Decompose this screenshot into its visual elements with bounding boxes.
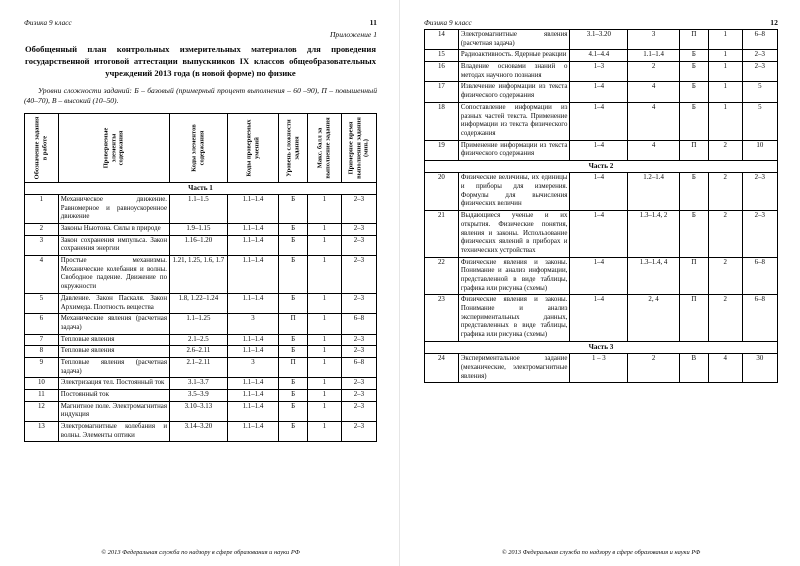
cell-time: 2–3 [341,235,376,255]
table-row [25,256,377,294]
cell-time: 6–8 [742,30,777,50]
table-row [425,102,778,140]
column-header-content-codes: Коды элементов содержания [170,113,228,182]
cell-time: 2–3 [341,390,376,402]
cell-skill-codes: 3 [628,30,680,50]
cell-content-codes: 3.1–3.7 [170,378,228,390]
cell-level: Б [279,293,308,313]
table-row [25,293,377,313]
cell-score: 2 [708,257,742,295]
cell-level: П [279,357,308,377]
cell-level: Б [279,224,308,236]
cell-skill-codes: 1.1–1.4 [227,390,278,402]
column-header-difficulty-level: Уровень сложности задания [279,113,308,182]
cell-task-number: 20 [425,173,459,211]
cell-level: Б [679,62,708,82]
cell-score: 4 [708,354,742,383]
cell-time: 2–3 [341,256,376,294]
cell-skill-codes: 1.1–1.4 [227,378,278,390]
cell-content-codes: 1–4 [570,102,628,140]
cell-time: 2–3 [742,62,777,82]
cell-content-element: Механические явления (расчетная задача) [58,314,169,334]
cell-skill-codes: 1.3–1.4, 2 [628,211,680,257]
table-body-right [425,30,778,383]
table-row [425,30,778,50]
cell-content-codes: 1–4 [570,140,628,160]
part-divider-row [425,160,778,172]
cell-time: 5 [742,82,777,102]
cell-skill-codes: 1.1–1.4 [227,401,278,421]
cell-content-element: Постоянный ток [58,390,169,402]
cell-content-element: Тепловые явления (расчетная задача) [58,357,169,377]
cell-skill-codes: 1.1–1.4 [227,194,278,223]
cell-task-number: 6 [25,314,59,334]
cell-task-number: 9 [25,357,59,377]
cell-task-number: 21 [425,211,459,257]
cell-task-number: 1 [25,194,59,223]
page-right [400,0,800,566]
copyright-footer-left: © 2013 Федеральная служба по надзору в сфере образования и науки РФ [101,549,300,556]
cell-task-number: 17 [425,82,459,102]
cell-content-element: Тепловые явления [58,334,169,346]
cell-time: 2–3 [742,173,777,211]
document-title: Обобщенный план контрольных измерительных материалов для проведения государственной итоговой аттестации выпускников IX классов общеобразовательных учреждений 2013 года (в новой форме) по физике [25,44,376,79]
cell-task-number: 16 [425,62,459,82]
running-head-right [424,18,778,27]
cell-content-element: Электромагнитные колебания и волны. Элементы оптики [58,422,169,442]
cell-skill-codes: 1.1–1.4 [227,422,278,442]
cell-level: Б [279,334,308,346]
cell-content-element: Закон сохранения импульса. Закон сохранения энергии [58,235,169,255]
cell-time: 2–3 [341,378,376,390]
cell-level: П [679,140,708,160]
column-header-time: Примерное время выполнения задания (мин.) [341,113,376,182]
table-row [425,257,778,295]
cell-content-codes: 1–3 [570,62,628,82]
cell-content-element: Магнитное поле. Электромагнитная индукция [58,401,169,421]
table-row [25,334,377,346]
cell-time: 6–8 [341,314,376,334]
cell-task-number: 8 [25,346,59,358]
cell-level: Б [279,422,308,442]
cell-score: 2 [708,173,742,211]
cell-content-element: Экспериментальное задание (механические, электромагнитные явления) [458,354,570,383]
difficulty-levels-note: Уровни сложности заданий: Б – базовый (примерный процент выполнения – 60 –90), П – повышенный (40–70), В – высокий (10–50). [24,85,377,106]
cell-score: 1 [307,194,341,223]
cell-level: Б [679,173,708,211]
cell-content-element: Физические величины, их единицы и приборы для измерения. Формулы для вычисления физических величин [458,173,570,211]
cell-time: 2–3 [742,211,777,257]
cell-content-element: Владение основами знаний о методах научного познания [458,62,570,82]
cell-task-number: 23 [425,295,459,341]
cell-score: 1 [307,235,341,255]
cell-content-element: Физические явления и законы. Понимание и анализ экспериментальных данных, представленных в виде таблицы, графика или рисунка (схемы) [458,295,570,341]
running-head-title: Физика 9 класс [424,19,472,27]
cell-content-codes: 1.1–1.5 [170,194,228,223]
table-row [25,401,377,421]
cell-level: Б [679,211,708,257]
page-number-left: 11 [369,18,377,27]
cell-content-element: Радиоактивность. Ядерные реакции [458,50,570,62]
cell-score: 2 [708,295,742,341]
cell-skill-codes: 4 [628,140,680,160]
cell-task-number: 4 [25,256,59,294]
column-header-task-number: Обозначение задания в работе [25,113,59,182]
cell-time: 6–8 [341,357,376,377]
cell-task-number: 3 [25,235,59,255]
table-row [425,173,778,211]
table-row [25,194,377,223]
cell-score: 1 [307,314,341,334]
cell-skill-codes: 1.1–1.4 [628,50,680,62]
cell-score: 1 [307,334,341,346]
cell-score: 1 [708,50,742,62]
column-header-content-elements: Проверяемые элементы содержания [58,113,169,182]
table-row [25,224,377,236]
cell-content-element: Электризация тел. Постоянный ток [58,378,169,390]
column-header-skill-codes: Коды проверяемых умений [227,113,278,182]
cell-score: 1 [307,346,341,358]
cell-content-element: Механическое движение. Равномерное и равноускоренное движение [58,194,169,223]
cell-time: 2–3 [742,50,777,62]
cell-score: 1 [307,256,341,294]
cell-time: 2–3 [341,346,376,358]
cell-content-codes: 1.1–1.25 [170,314,228,334]
cell-time: 6–8 [742,295,777,341]
cell-level: П [679,295,708,341]
cell-content-element: Законы Ньютона. Силы в природе [58,224,169,236]
table-row [425,50,778,62]
cell-content-codes: 1 – 3 [570,354,628,383]
cell-content-codes: 1.8, 1.22–1.24 [170,293,228,313]
table-row [425,295,778,341]
cell-level: Б [279,235,308,255]
cell-content-codes: 1–4 [570,82,628,102]
cell-content-codes: 1–4 [570,211,628,257]
cell-content-codes: 2.1–2.5 [170,334,228,346]
cell-task-number: 15 [425,50,459,62]
cell-task-number: 19 [425,140,459,160]
cell-score: 1 [307,293,341,313]
cell-level: П [679,257,708,295]
cell-level: П [279,314,308,334]
cell-content-element: Электромагнитные явления (расчетная задача) [458,30,570,50]
cell-content-codes: 1–4 [570,295,628,341]
cell-task-number: 14 [425,30,459,50]
cell-time: 10 [742,140,777,160]
table-row [425,62,778,82]
cell-task-number: 7 [25,334,59,346]
cell-score: 1 [307,224,341,236]
cell-level: В [679,354,708,383]
cell-time: 2–3 [341,224,376,236]
cell-time: 2–3 [341,334,376,346]
cell-task-number: 18 [425,102,459,140]
cell-content-codes: 1–4 [570,257,628,295]
cell-score: 1 [708,102,742,140]
cell-skill-codes: 1.1–1.4 [227,293,278,313]
page-number-right: 12 [770,18,778,27]
cell-content-element: Выдающиеся ученые и их открытия. Физические понятия, явления и законы. Использование физических явлений в приборах и технических устройствах [458,211,570,257]
cell-level: Б [279,256,308,294]
cell-skill-codes: 2, 4 [628,295,680,341]
running-head-title: Физика 9 класс [24,19,72,27]
cell-score: 2 [708,140,742,160]
part-label-1: Часть 1 [25,182,377,194]
cell-content-codes: 2.1–2.11 [170,357,228,377]
cell-content-element: Извлечение информации из текста физического содержания [458,82,570,102]
cell-content-codes: 3.1–3.20 [570,30,628,50]
cell-content-codes: 1.21, 1.25, 1.6, 1.7 [170,256,228,294]
cell-level: Б [279,390,308,402]
cell-level: Б [279,378,308,390]
table-row [25,346,377,358]
part-divider-row [25,182,377,194]
cell-time: 5 [742,102,777,140]
cell-score: 1 [708,62,742,82]
cell-content-codes: 1.9–1.15 [170,224,228,236]
cell-skill-codes: 1.1–1.4 [227,224,278,236]
cell-content-element: Давление. Закон Паскаля. Закон Архимеда. Плотность вещества [58,293,169,313]
cell-task-number: 2 [25,224,59,236]
cell-time: 6–8 [742,257,777,295]
cell-score: 1 [307,378,341,390]
cell-task-number: 24 [425,354,459,383]
cell-content-codes: 1–4 [570,173,628,211]
table-row [25,422,377,442]
column-header-max-score: Макс. балл за выполнение задания [307,113,341,182]
table-row [25,390,377,402]
cell-task-number: 13 [25,422,59,442]
appendix-label: Приложение 1 [329,30,377,39]
cell-score: 1 [307,390,341,402]
cell-score: 1 [307,357,341,377]
cell-score: 1 [307,401,341,421]
cell-score: 1 [307,422,341,442]
cell-time: 2–3 [341,401,376,421]
cell-score: 2 [708,211,742,257]
plan-table-left [24,113,377,443]
cell-score: 1 [708,82,742,102]
table-body-left [25,182,377,442]
cell-skill-codes: 1.3–1.4, 4 [628,257,680,295]
plan-table-right [424,29,778,383]
cell-content-codes: 3.5–3.9 [170,390,228,402]
cell-skill-codes: 1.1–1.4 [227,346,278,358]
cell-time: 2–3 [341,194,376,223]
cell-skill-codes: 4 [628,102,680,140]
cell-content-codes: 2.6–2.11 [170,346,228,358]
table-row [25,314,377,334]
table-row [425,211,778,257]
cell-skill-codes: 1.1–1.4 [227,334,278,346]
cell-time: 2–3 [341,422,376,442]
cell-level: Б [679,50,708,62]
cell-task-number: 22 [425,257,459,295]
running-head-left [24,18,377,27]
cell-skill-codes: 2 [628,62,680,82]
cell-content-element: Простые механизмы. Механические колебания и волны. Свободное падение. Движение по окружности [58,256,169,294]
part-label-2: Часть 2 [425,160,778,172]
cell-content-element: Тепловые явления [58,346,169,358]
copyright-footer-right: © 2013 Федеральная служба по надзору в сфере образования и науки РФ [501,549,701,556]
cell-skill-codes: 3 [227,314,278,334]
cell-level: Б [679,82,708,102]
cell-skill-codes: 1.2–1.4 [628,173,680,211]
cell-level: Б [279,401,308,421]
cell-skill-codes: 3 [227,357,278,377]
table-row [25,378,377,390]
table-row [25,357,377,377]
cell-time: 30 [742,354,777,383]
table-header-left [25,113,377,182]
part-label-3: Часть 3 [425,341,778,353]
cell-skill-codes: 2 [628,354,680,383]
cell-level: Б [279,346,308,358]
cell-skill-codes: 4 [628,82,680,102]
cell-level: Б [279,194,308,223]
cell-skill-codes: 1.1–1.4 [227,256,278,294]
cell-task-number: 10 [25,378,59,390]
cell-task-number: 12 [25,401,59,421]
cell-level: П [679,30,708,50]
cell-content-element: Физические явления и законы. Понимание и анализ информации, представленной в виде таблицы, графика или рисунка (схемы) [458,257,570,295]
table-row [425,82,778,102]
cell-content-element: Сопоставление информации из разных частей текста. Применение информации из текста физического содержания [458,102,570,140]
cell-time: 2–3 [341,293,376,313]
cell-score: 1 [708,30,742,50]
cell-level: Б [679,102,708,140]
cell-task-number: 11 [25,390,59,402]
part-divider-row [425,341,778,353]
cell-content-element: Применение информации из текста физического содержания [458,140,570,160]
cell-content-codes: 3.10–3.13 [170,401,228,421]
table-row [25,235,377,255]
table-row [425,140,778,160]
cell-skill-codes: 1.1–1.4 [227,235,278,255]
cell-content-codes: 3.14–3.20 [170,422,228,442]
cell-task-number: 5 [25,293,59,313]
cell-content-codes: 4.1–4.4 [570,50,628,62]
cell-content-codes: 1.16–1.20 [170,235,228,255]
table-row [425,354,778,383]
